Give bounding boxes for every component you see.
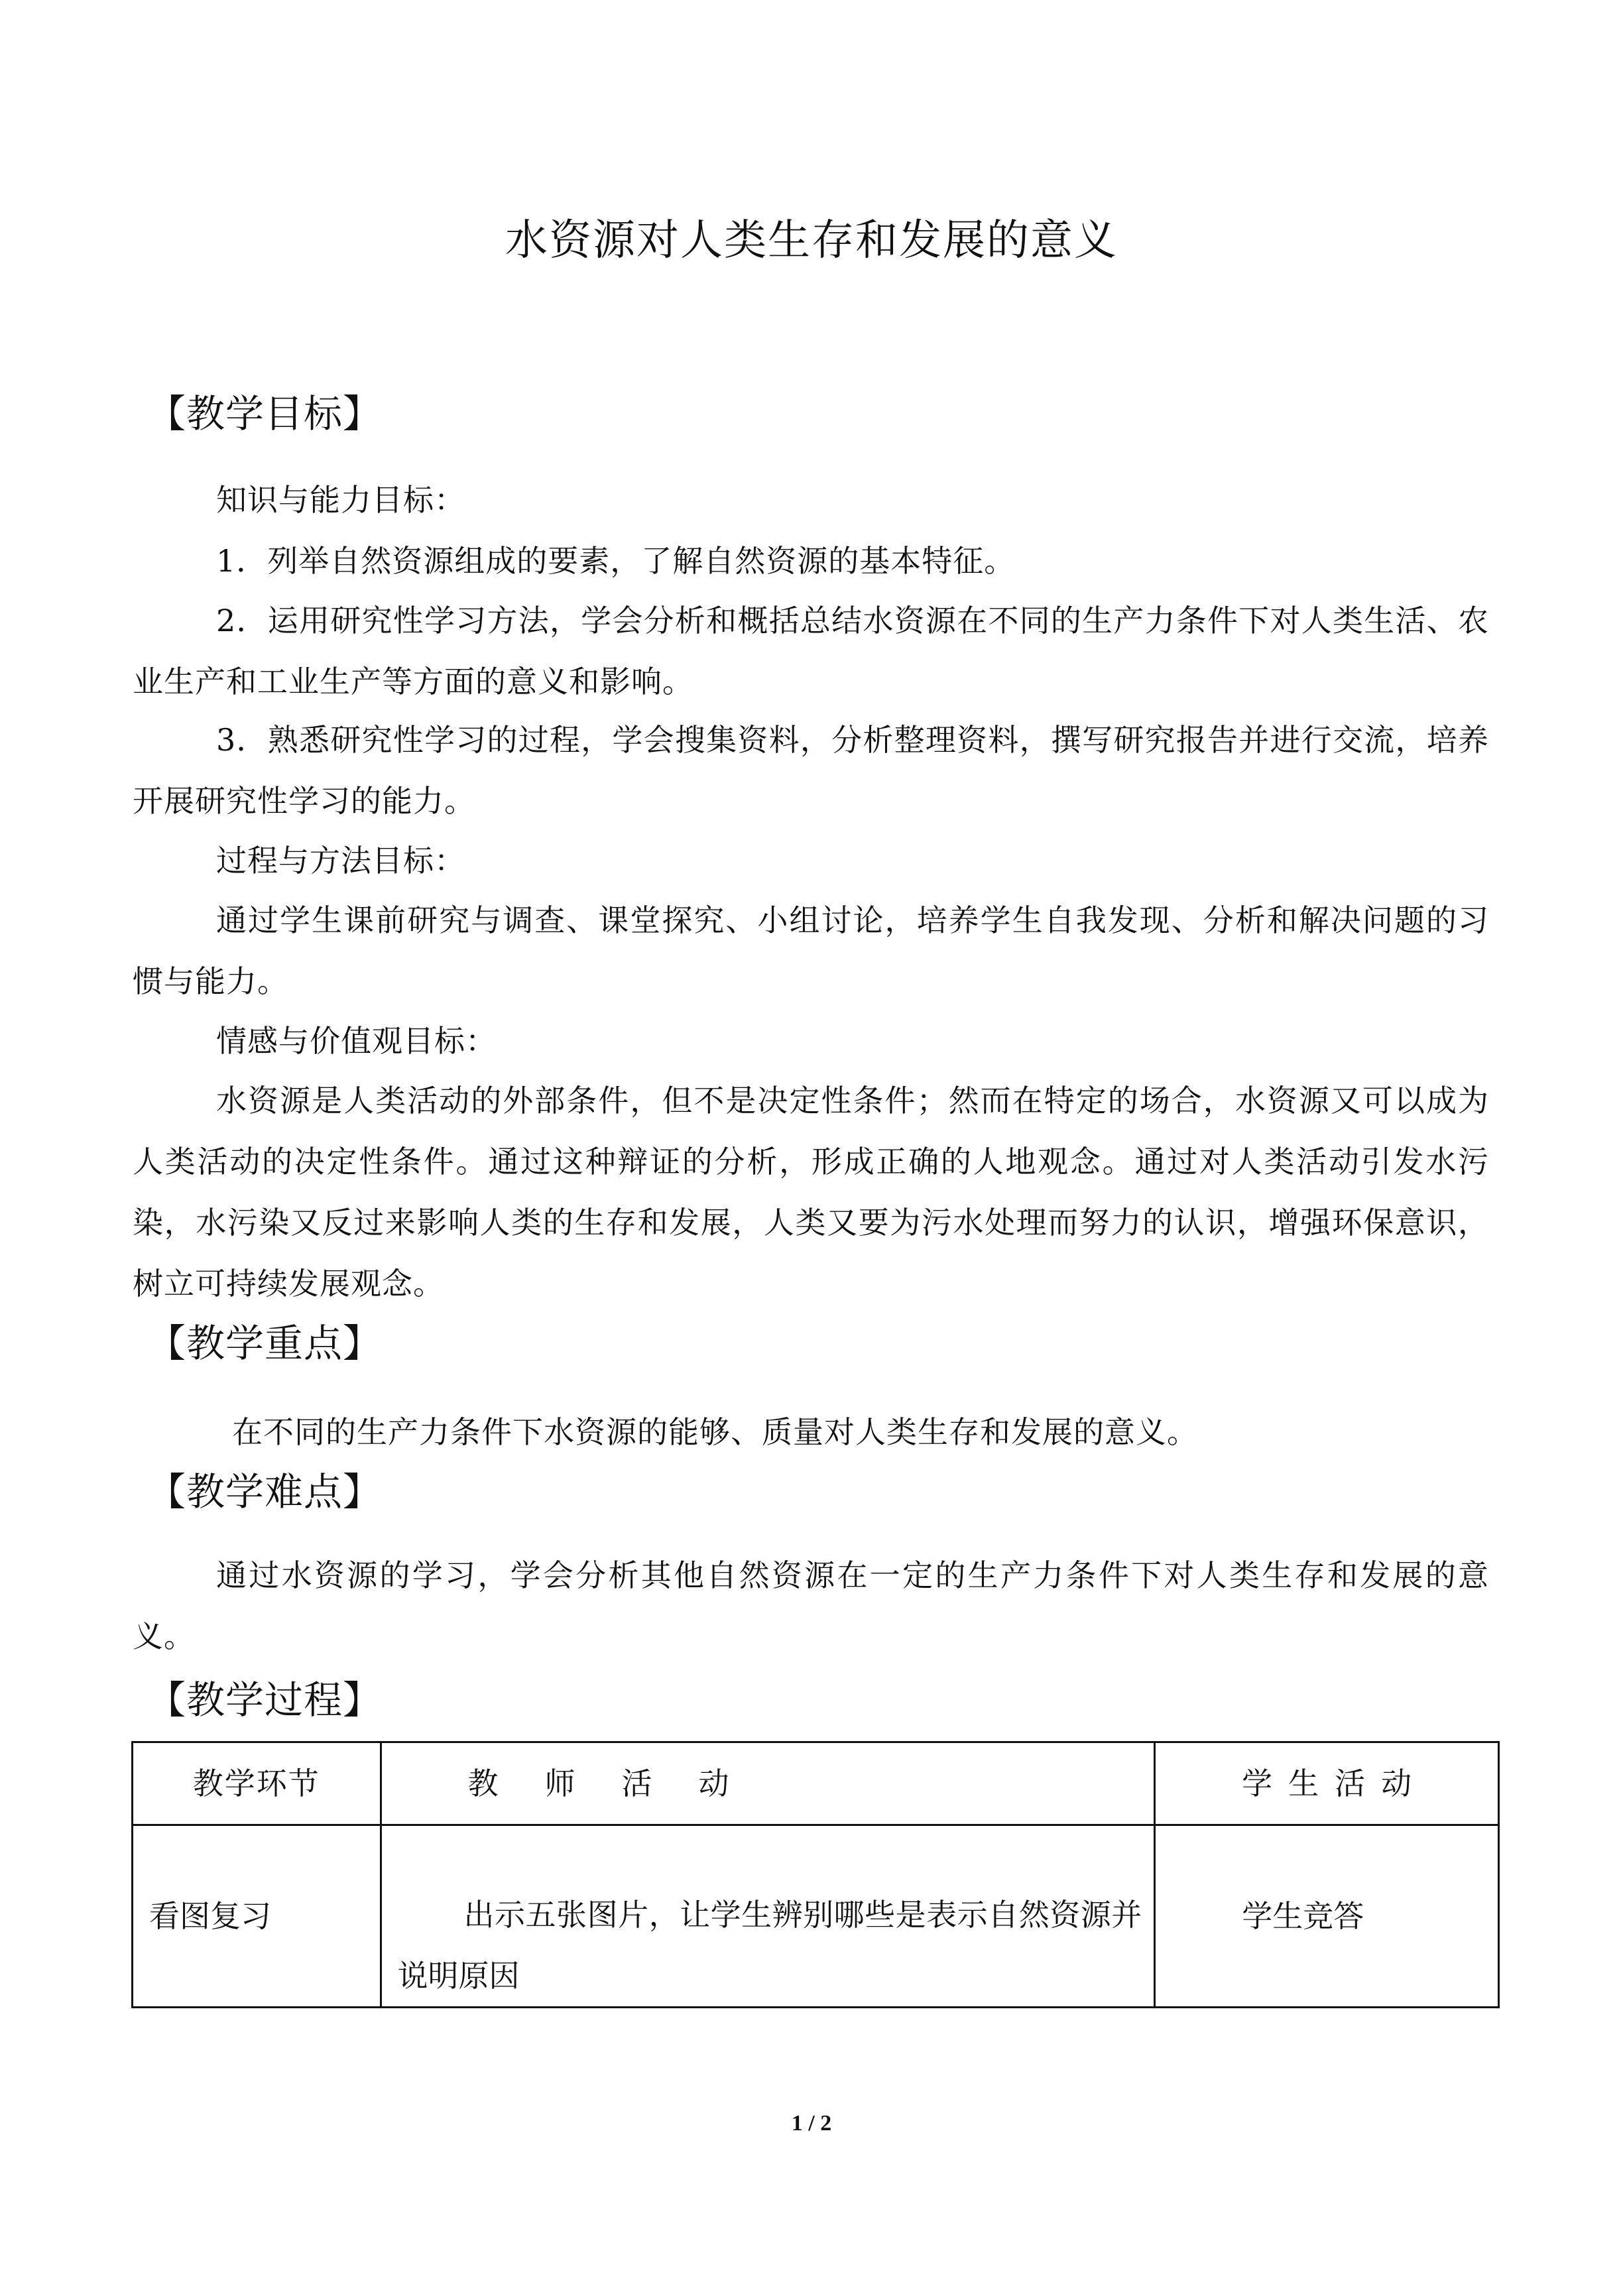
table-row — [133, 1825, 1499, 2008]
row-stage: 看图复习 — [133, 1825, 381, 2008]
header-student-char: 学 — [1242, 1766, 1273, 1801]
process-heading: 【教学过程】 — [147, 1677, 383, 1722]
row-student-activity: 学生竞答 — [1155, 1825, 1499, 2008]
key-points-heading: 【教学重点】 — [147, 1321, 383, 1366]
process-text: 通过学生课前研究与调查、课堂探究、小组讨论，培养学生自我发现、分析和解决问题的习惯与能力。 — [133, 902, 1489, 999]
header-teacher-char: 师 — [544, 1766, 575, 1801]
objective-item-1: 1．列举自然资源组成的要素，了解自然资源的基本特征。 — [216, 543, 1016, 579]
difficulties-text: 通过水资源的学习，学会分析其他自然资源在一定的生产力条件下对人类生存和发展的意义。 — [133, 1557, 1489, 1654]
key-points-text: 在不同的生产力条件下水资源的能够、质量对人类生存和发展的意义。 — [232, 1414, 1198, 1450]
row-teacher-activity — [381, 1825, 1155, 2008]
emotion-text: 水资源是人类活动的外部条件，但不是决定性条件；然而在特定的场合，水资源又可以成为人类活动的决定性条件。通过这种辩证的分析，形成正确的人地观念。通过对人类活动引发水污染，水污染又反过来影响人类的生存和发展，人类又要为污水处理而努力的认识，增强环保意识，树立可持续发展观念。 — [133, 1083, 1489, 1301]
emotion-label: 情感与价值观目标： — [216, 1023, 497, 1059]
header-teacher-char: 活 — [621, 1766, 652, 1801]
header-teacher-char: 动 — [698, 1766, 729, 1801]
teaching-process-table — [131, 1741, 1500, 2008]
header-teacher-char: 教 — [467, 1766, 499, 1801]
header-student-char: 生 — [1288, 1766, 1319, 1801]
objectives-heading: 【教学目标】 — [147, 391, 383, 436]
objective-item-2: 2．运用研究性学习方法，学会分析和概括总结水资源在不同的生产力条件下对人类生活、农业生产和工业生产等方面的意义和影响。 — [133, 603, 1489, 699]
table-header-row — [133, 1742, 1499, 1825]
header-student-char: 动 — [1381, 1766, 1412, 1801]
difficulties-heading: 【教学难点】 — [147, 1469, 383, 1514]
row-teacher-text: 出示五张图片，让学生辨别哪些是表示自然资源并说明原因 — [397, 1897, 1142, 1994]
header-student-char: 活 — [1335, 1766, 1366, 1801]
page-number: 1 / 2 — [791, 2111, 832, 2136]
knowledge-label: 知识与能力目标： — [216, 482, 465, 518]
header-stage: 教学环节 — [133, 1742, 381, 1825]
objective-item-3: 3．熟悉研究性学习的过程，学会搜集资料，分析整理资料，撰写研究报告并进行交流，培养开展研究性学习的能力。 — [133, 722, 1489, 819]
header-student — [1155, 1742, 1499, 1825]
process-label: 过程与方法目标： — [216, 843, 465, 878]
page-title: 水资源对人类生存和发展的意义 — [505, 216, 1118, 265]
header-teacher — [381, 1742, 1155, 1825]
